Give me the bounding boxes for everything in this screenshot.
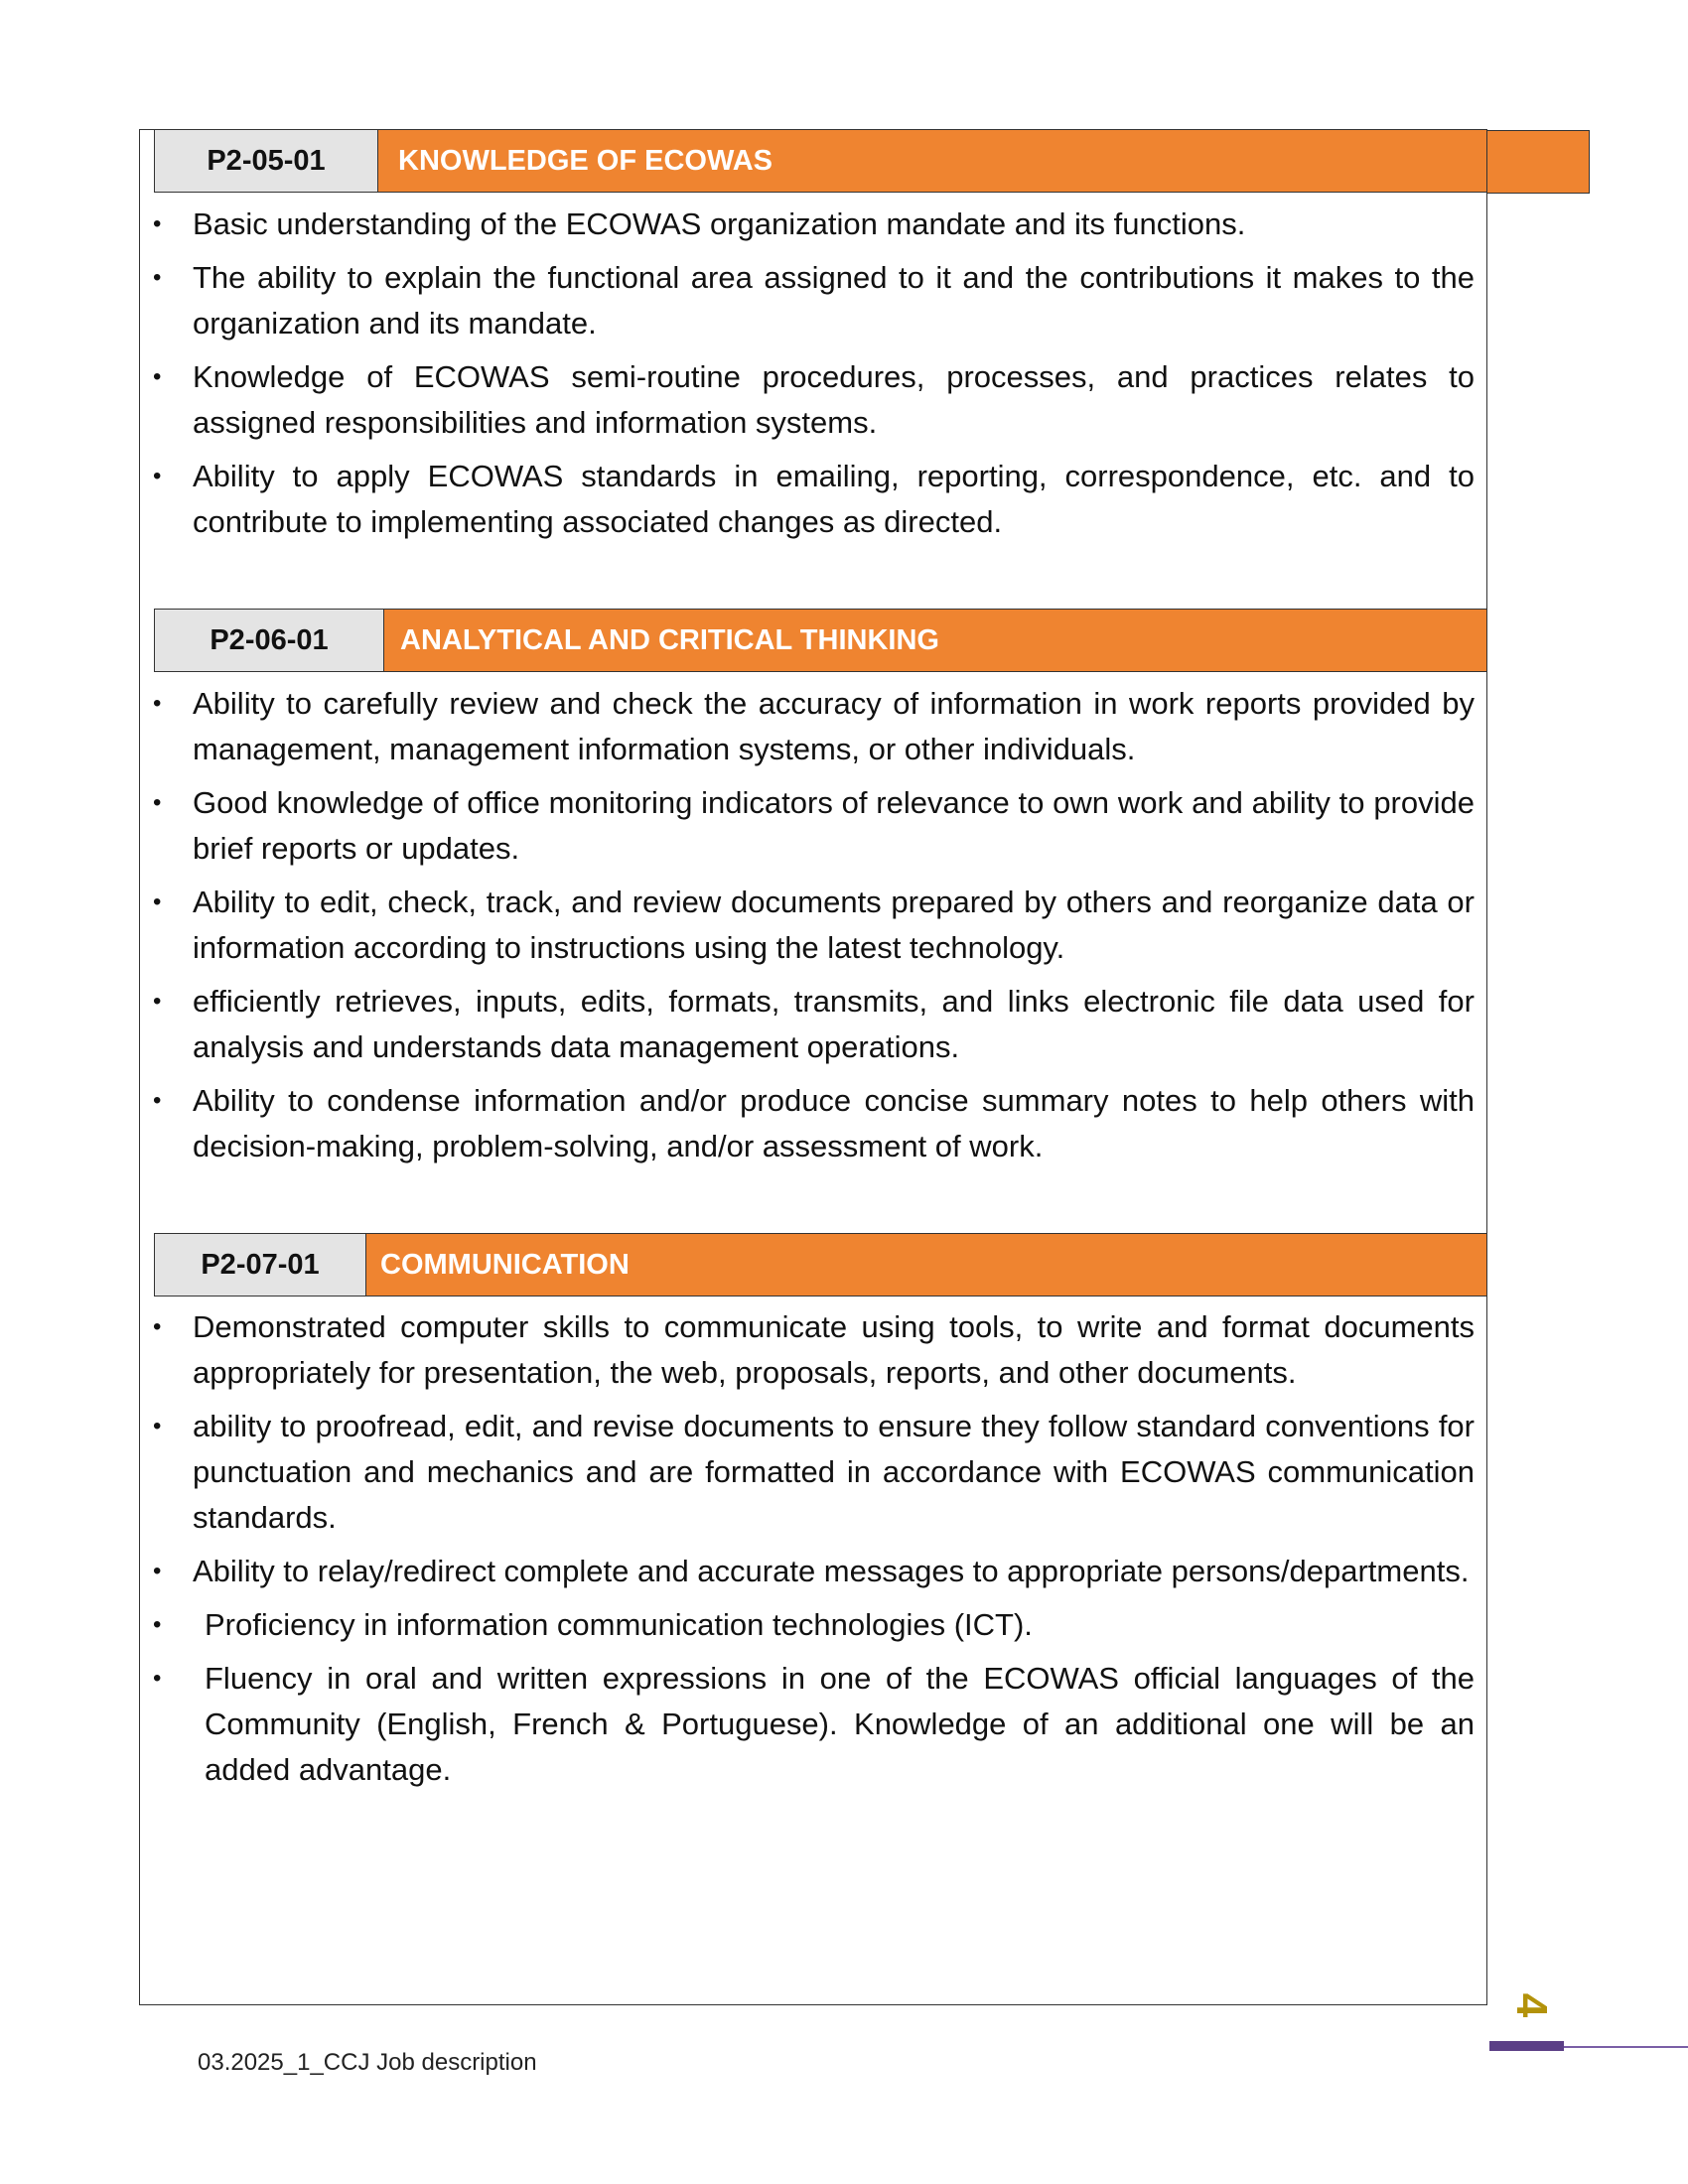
bullet-item: • Ability to carefully review and check the accuracy of information in work reports provided by management, management information systems, or other individuals. — [149, 681, 1475, 772]
bullet-item: • Proficiency in information communication technologies (ICT). — [149, 1602, 1475, 1648]
section-bullets-analytical-thinking — [149, 681, 1475, 1177]
section-title: KNOWLEDGE OF ECOWAS — [378, 130, 1486, 192]
section-header-communication — [154, 1233, 1487, 1297]
bullet-item: • The ability to explain the functional area assigned to it and the contributions it makes to the organization and its mandate. — [149, 255, 1475, 346]
header-overflow-tab — [1486, 130, 1590, 194]
bullet-item: • Basic understanding of the ECOWAS organization mandate and its functions. — [149, 202, 1475, 247]
page-number: 4 — [1507, 1992, 1556, 2018]
footer-accent-bar — [1489, 2041, 1564, 2051]
section-code: P2-07-01 — [155, 1234, 366, 1296]
section-header-knowledge-of-ecowas — [154, 129, 1487, 193]
bullet-item: • Ability to relay/redirect complete and accurate messages to appropriate persons/departments. — [149, 1549, 1475, 1594]
bullet-item: • Ability to condense information and/or produce concise summary notes to help others with decision-making, problem-solving, and/or assessment of work. — [149, 1078, 1475, 1169]
bullet-item: • Good knowledge of office monitoring indicators of relevance to own work and ability to provide brief reports or updates. — [149, 780, 1475, 872]
footer-accent-line — [1564, 2046, 1688, 2048]
section-title: ANALYTICAL AND CRITICAL THINKING — [384, 610, 1486, 671]
section-bullets-communication — [149, 1304, 1475, 1801]
bullet-item: • efficiently retrieves, inputs, edits, formats, transmits, and links electronic file data used for analysis and understands data management operations. — [149, 979, 1475, 1070]
section-bullets-knowledge-of-ecowas — [149, 202, 1475, 553]
bullet-item: • Knowledge of ECOWAS semi-routine procedures, processes, and practices relates to assigned responsibilities and information systems. — [149, 354, 1475, 446]
bullet-item: • ability to proofread, edit, and revise documents to ensure they follow standard conventions for punctuation and mechanics and are formatted in accordance with ECOWAS communication standards. — [149, 1404, 1475, 1541]
bullet-item: • Ability to edit, check, track, and review documents prepared by others and reorganize data or information according to instructions using the latest technology. — [149, 880, 1475, 971]
section-code: P2-05-01 — [155, 130, 378, 192]
section-header-analytical-thinking — [154, 609, 1487, 672]
section-code: P2-06-01 — [155, 610, 384, 671]
bullet-item: • Ability to apply ECOWAS standards in emailing, reporting, correspondence, etc. and to contribute to implementing associated changes as directed. — [149, 454, 1475, 545]
bullet-item: • Demonstrated computer skills to communicate using tools, to write and format documents appropriately for presentation, the web, proposals, reports, and other documents. — [149, 1304, 1475, 1396]
bullet-item: • Fluency in oral and written expressions in one of the ECOWAS official languages of the Community (English, French & Portuguese). Knowledge of an additional one will be an added advantage. — [149, 1656, 1475, 1793]
footer-document-label: 03.2025_1_CCJ Job description — [198, 2049, 537, 2076]
section-title: COMMUNICATION — [366, 1234, 1486, 1296]
